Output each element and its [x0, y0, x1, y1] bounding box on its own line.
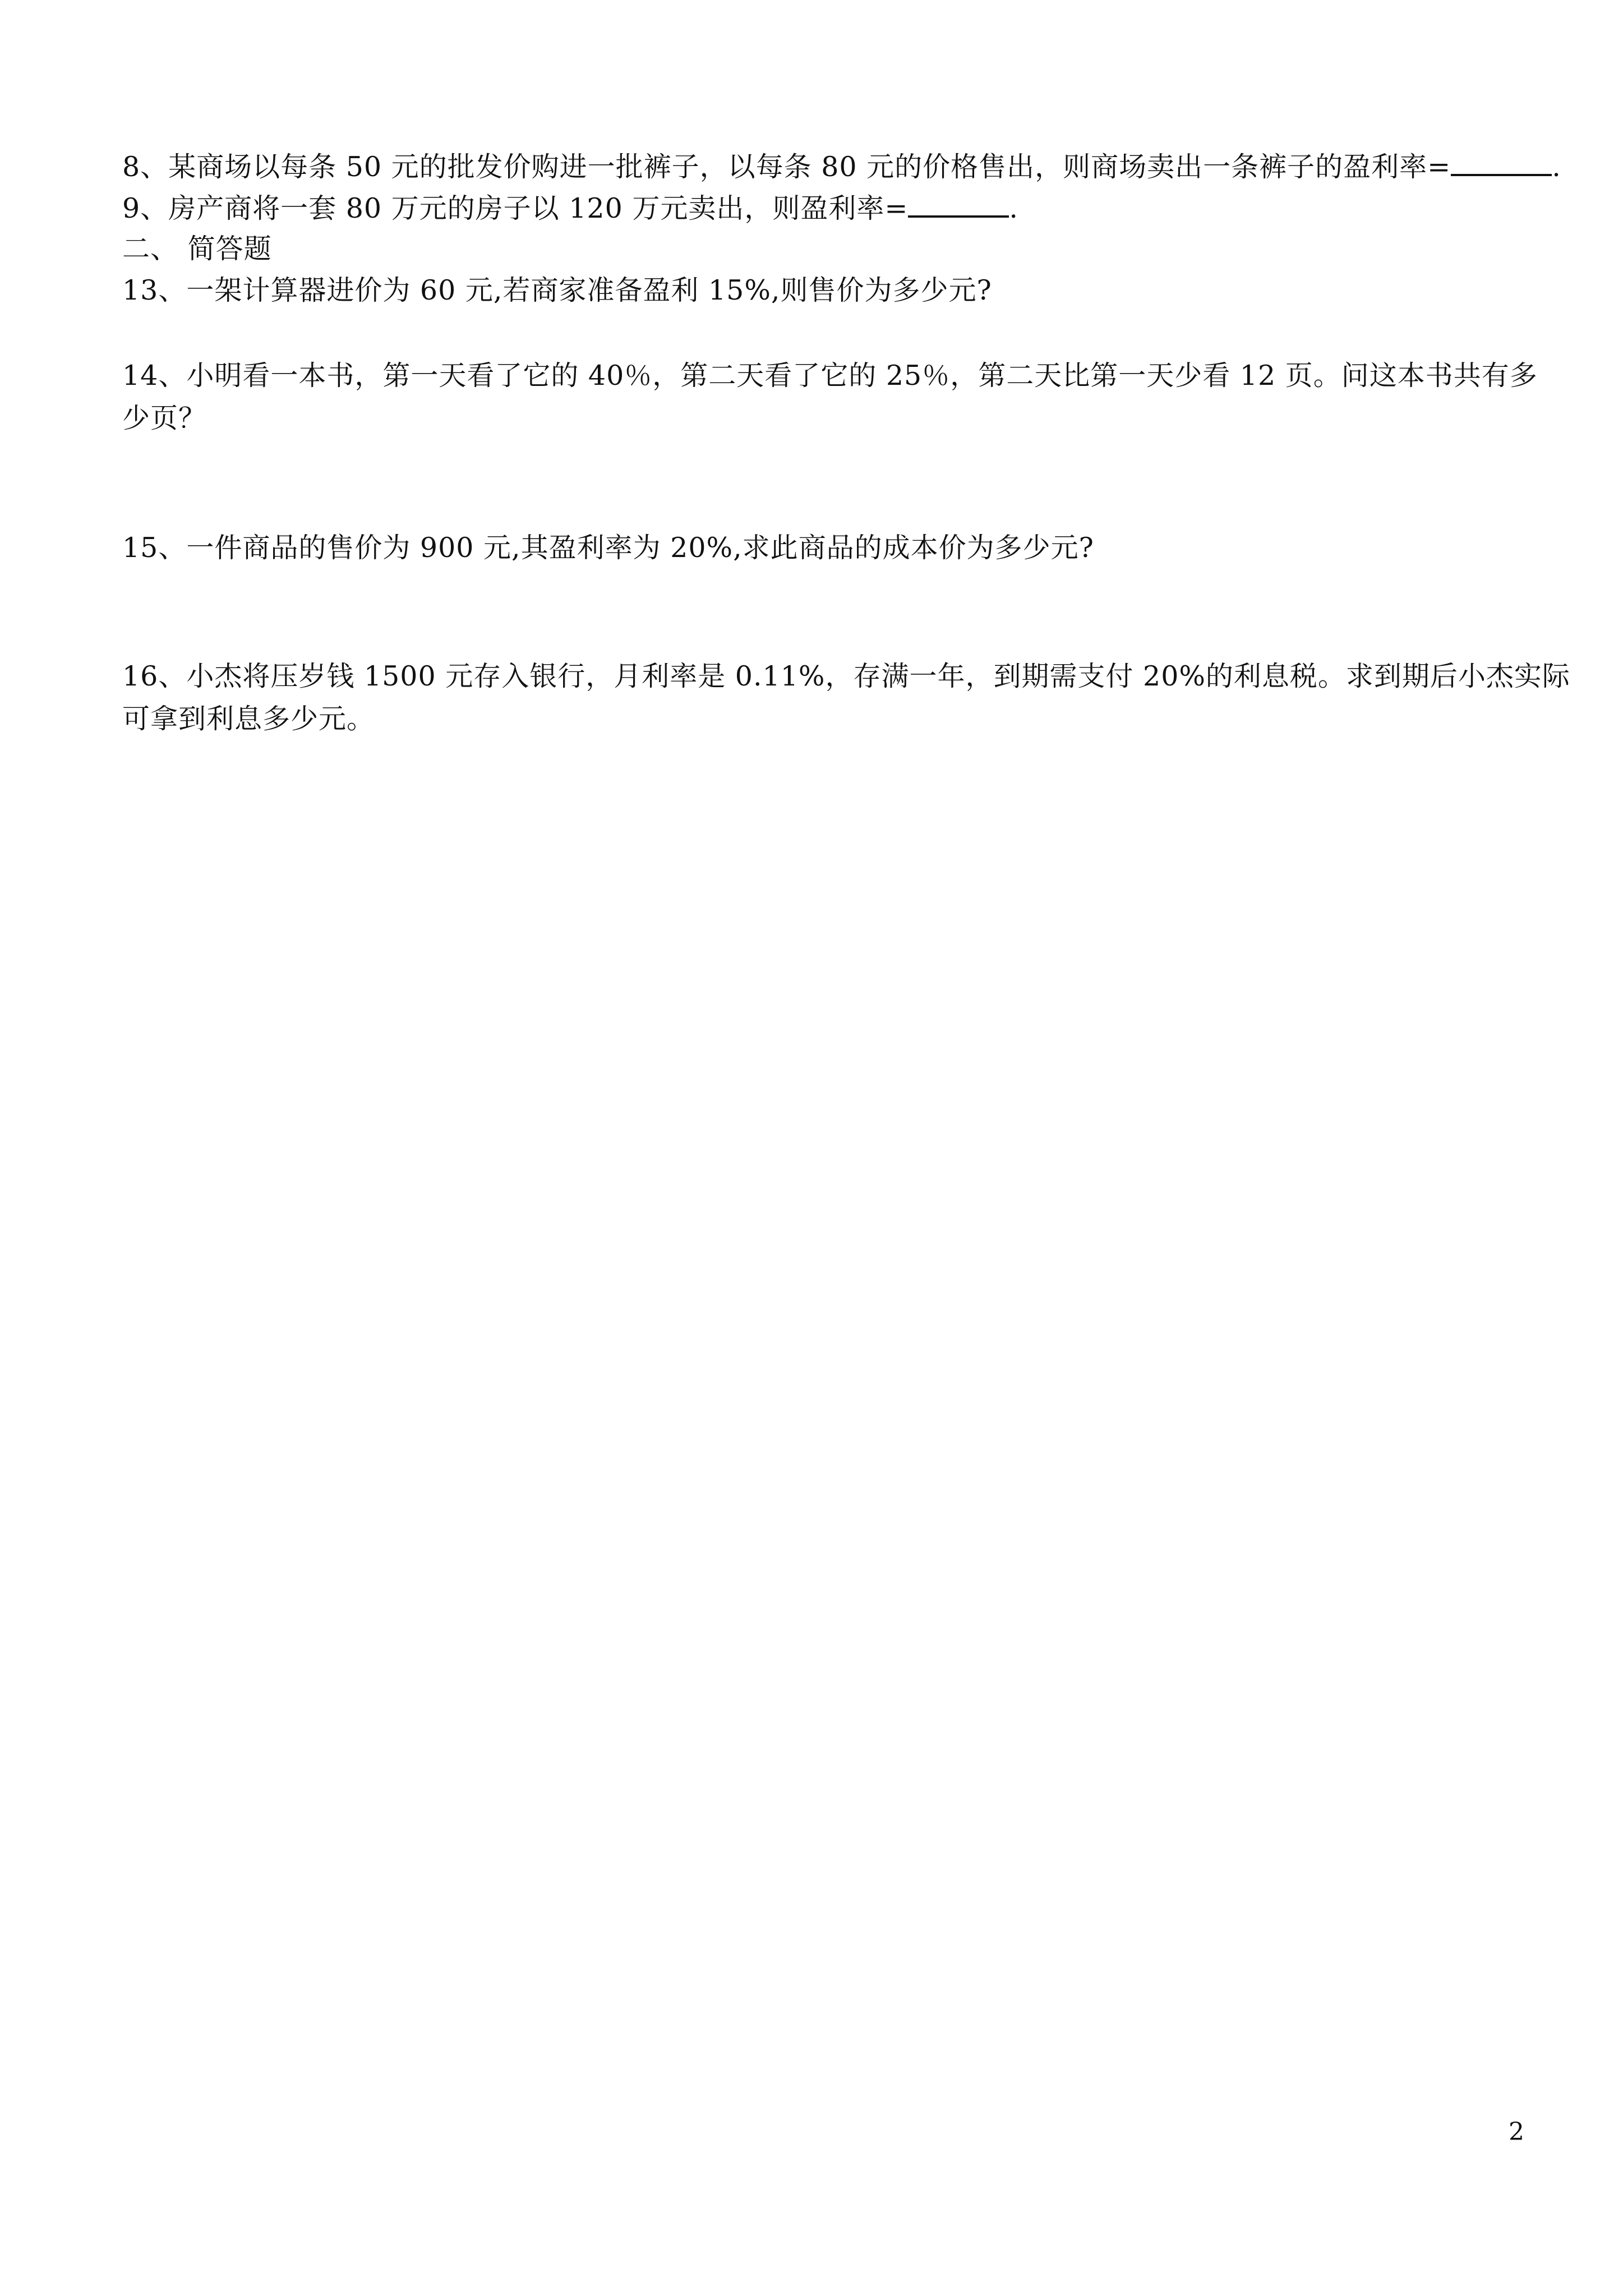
- question-9: [122, 191, 1018, 226]
- question-9-text: 9、房产商将一套 80 万元的房子以 120 万元卖出，则盈利率=: [122, 192, 909, 224]
- page-number: 2: [1509, 2118, 1524, 2146]
- question-8-text: 8、某商场以每条 50 元的批发价购进一批裤子，以每条 80 元的价格售出，则商场卖出一条裤子的盈利率=: [122, 151, 1451, 183]
- question-9-period: .: [1009, 192, 1018, 224]
- answer-blank-8: [1451, 149, 1552, 176]
- question-15: 15、一件商品的售价为 900 元,其盈利率为 20%,求此商品的成本价为多少元?: [122, 532, 1094, 564]
- question-8: [122, 149, 1561, 184]
- question-16-line-2: 可拿到利息多少元。: [122, 703, 375, 735]
- question-16-line-1: 16、小杰将压岁钱 1500 元存入银行，月利率是 0.11%，存满一年，到期需支付 20%的利息税。求到期后小杰实际: [122, 660, 1570, 692]
- question-8-period: .: [1552, 151, 1561, 183]
- section-heading: 二、 简答题: [122, 233, 272, 265]
- question-14-line-2: 少页？: [122, 402, 207, 434]
- answer-blank-9: [908, 191, 1009, 218]
- question-13: 13、一架计算器进价为 60 元,若商家准备盈利 15%,则售价为多少元?: [122, 274, 992, 306]
- question-14-line-1: 14、小明看一本书，第一天看了它的 40％，第二天看了它的 25％，第二天比第一天少看 12 页。问这本书共有多: [122, 360, 1538, 392]
